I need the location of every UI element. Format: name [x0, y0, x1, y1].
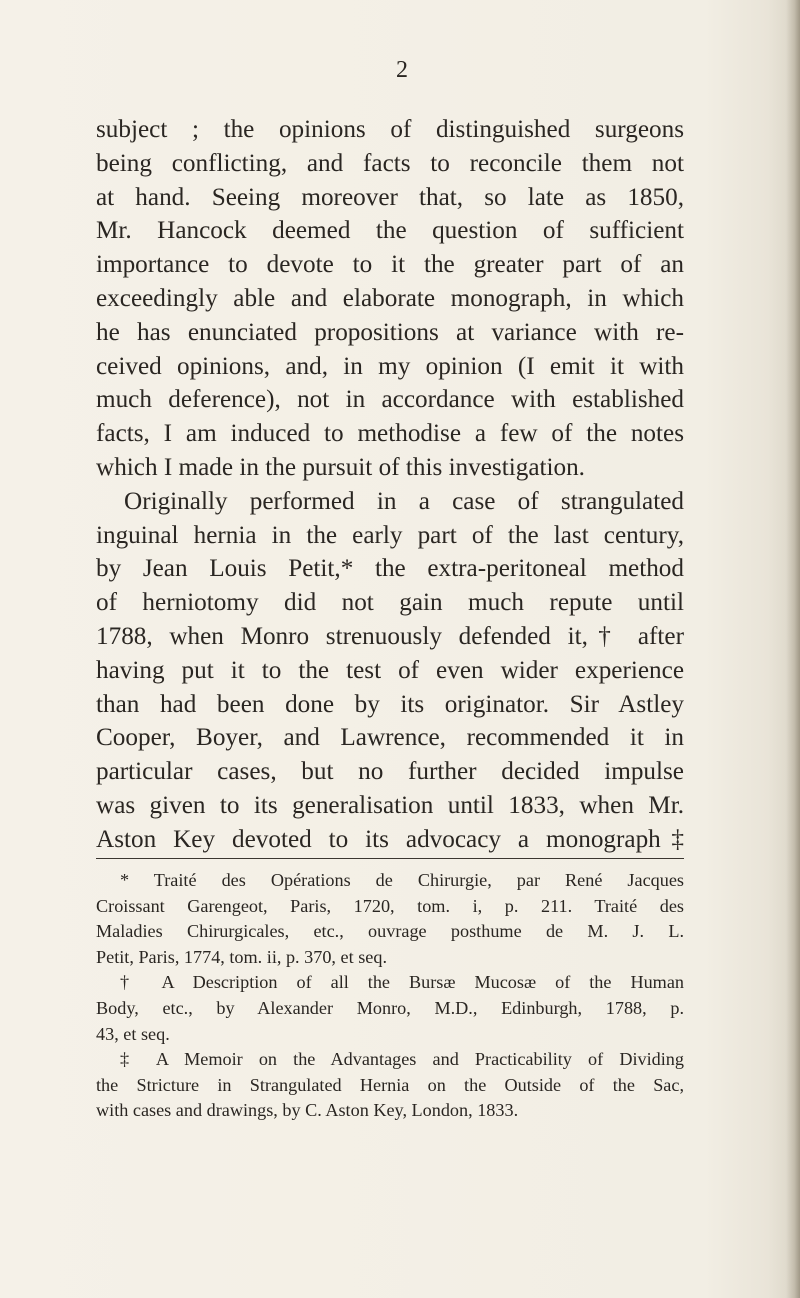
- footnote-2: [96, 970, 684, 1047]
- body-line: subject ; the opinions of distinguished surgeons: [96, 116, 684, 143]
- page-edge-shadow: [786, 0, 800, 1298]
- body-line: was given to its generalisation until 1833, when Mr.: [96, 791, 684, 819]
- body-line: 1788, when Monro strenuously defended it,† after: [96, 622, 684, 650]
- footnote-line: * Traité des Opérations de Chirurgie, par René Jacques: [120, 870, 684, 890]
- footnotes: [96, 868, 684, 1124]
- body-line: having put it to the test of even wider experience: [96, 656, 684, 684]
- footnote-1: [96, 868, 684, 970]
- body-line: being conflicting, and facts to reconcile them not: [96, 149, 684, 177]
- body-line: Aston Key devoted to its advocacy a monograph‡: [96, 825, 684, 853]
- footnote-line: Petit, Paris, 1774, tom. ii, p. 370, et seq.: [96, 946, 387, 967]
- footnote-line: Croissant Garengeot, Paris, 1720, tom. i, p. 211. Traité des: [96, 895, 684, 916]
- body-line: exceedingly able and elaborate monograph, in which: [96, 284, 684, 312]
- footnote-line: Body, etc., by Alexander Monro, M.D., Edinburgh, 1788, p.: [96, 997, 684, 1018]
- body-line: which I made in the pursuit of this investigation.: [96, 453, 585, 481]
- body-line: at hand. Seeing moreover that, so late as 1850,: [96, 183, 684, 211]
- footnote-line: Maladies Chirurgicales, etc., ouvrage posthume de M. J. L.: [96, 921, 684, 942]
- body-line: Originally performed in a case of strangulated: [124, 487, 684, 515]
- footnote-line: with cases and drawings, by C. Aston Key, London, 1833.: [96, 1100, 519, 1121]
- body-line: much deference), not in accordance with established: [96, 386, 684, 414]
- page-number: 2: [396, 57, 408, 83]
- body-text: [96, 113, 684, 857]
- body-line: ceived opinions, and, in my opinion (I emit it with: [96, 352, 684, 380]
- body-line: inguinal hernia in the early part of the last century,: [96, 521, 684, 549]
- footnote-divider: [96, 858, 684, 859]
- body-line: importance to devote to it the greater part of an: [96, 251, 684, 279]
- footnote-3: [96, 1047, 684, 1124]
- body-line: he has enunciated propositions at variance with re-: [96, 318, 684, 346]
- body-line: Mr. Hancock deemed the question of sufficient: [96, 217, 684, 245]
- footnote-line: 43, et seq.: [96, 1023, 170, 1044]
- footnote-line: the Stricture in Strangulated Hernia on the Outside of the Sac,: [96, 1074, 684, 1095]
- body-line: by Jean Louis Petit,* the extra-peritoneal method: [96, 555, 684, 583]
- body-line: Cooper, Boyer, and Lawrence, recommended it in: [96, 724, 684, 752]
- body-line: facts, I am induced to methodise a few of the notes: [96, 420, 684, 448]
- body-line: particular cases, but no further decided impulse: [96, 758, 684, 786]
- footnote-line: † A Description of all the Bursæ Mucosæ of the Human: [120, 972, 684, 993]
- body-line: of herniotomy did not gain much repute until: [96, 589, 684, 617]
- footnote-line: ‡ A Memoir on the Advantages and Practicability of Dividing: [120, 1049, 684, 1070]
- body-line: than had been done by its originator. Sir Astley: [96, 690, 684, 718]
